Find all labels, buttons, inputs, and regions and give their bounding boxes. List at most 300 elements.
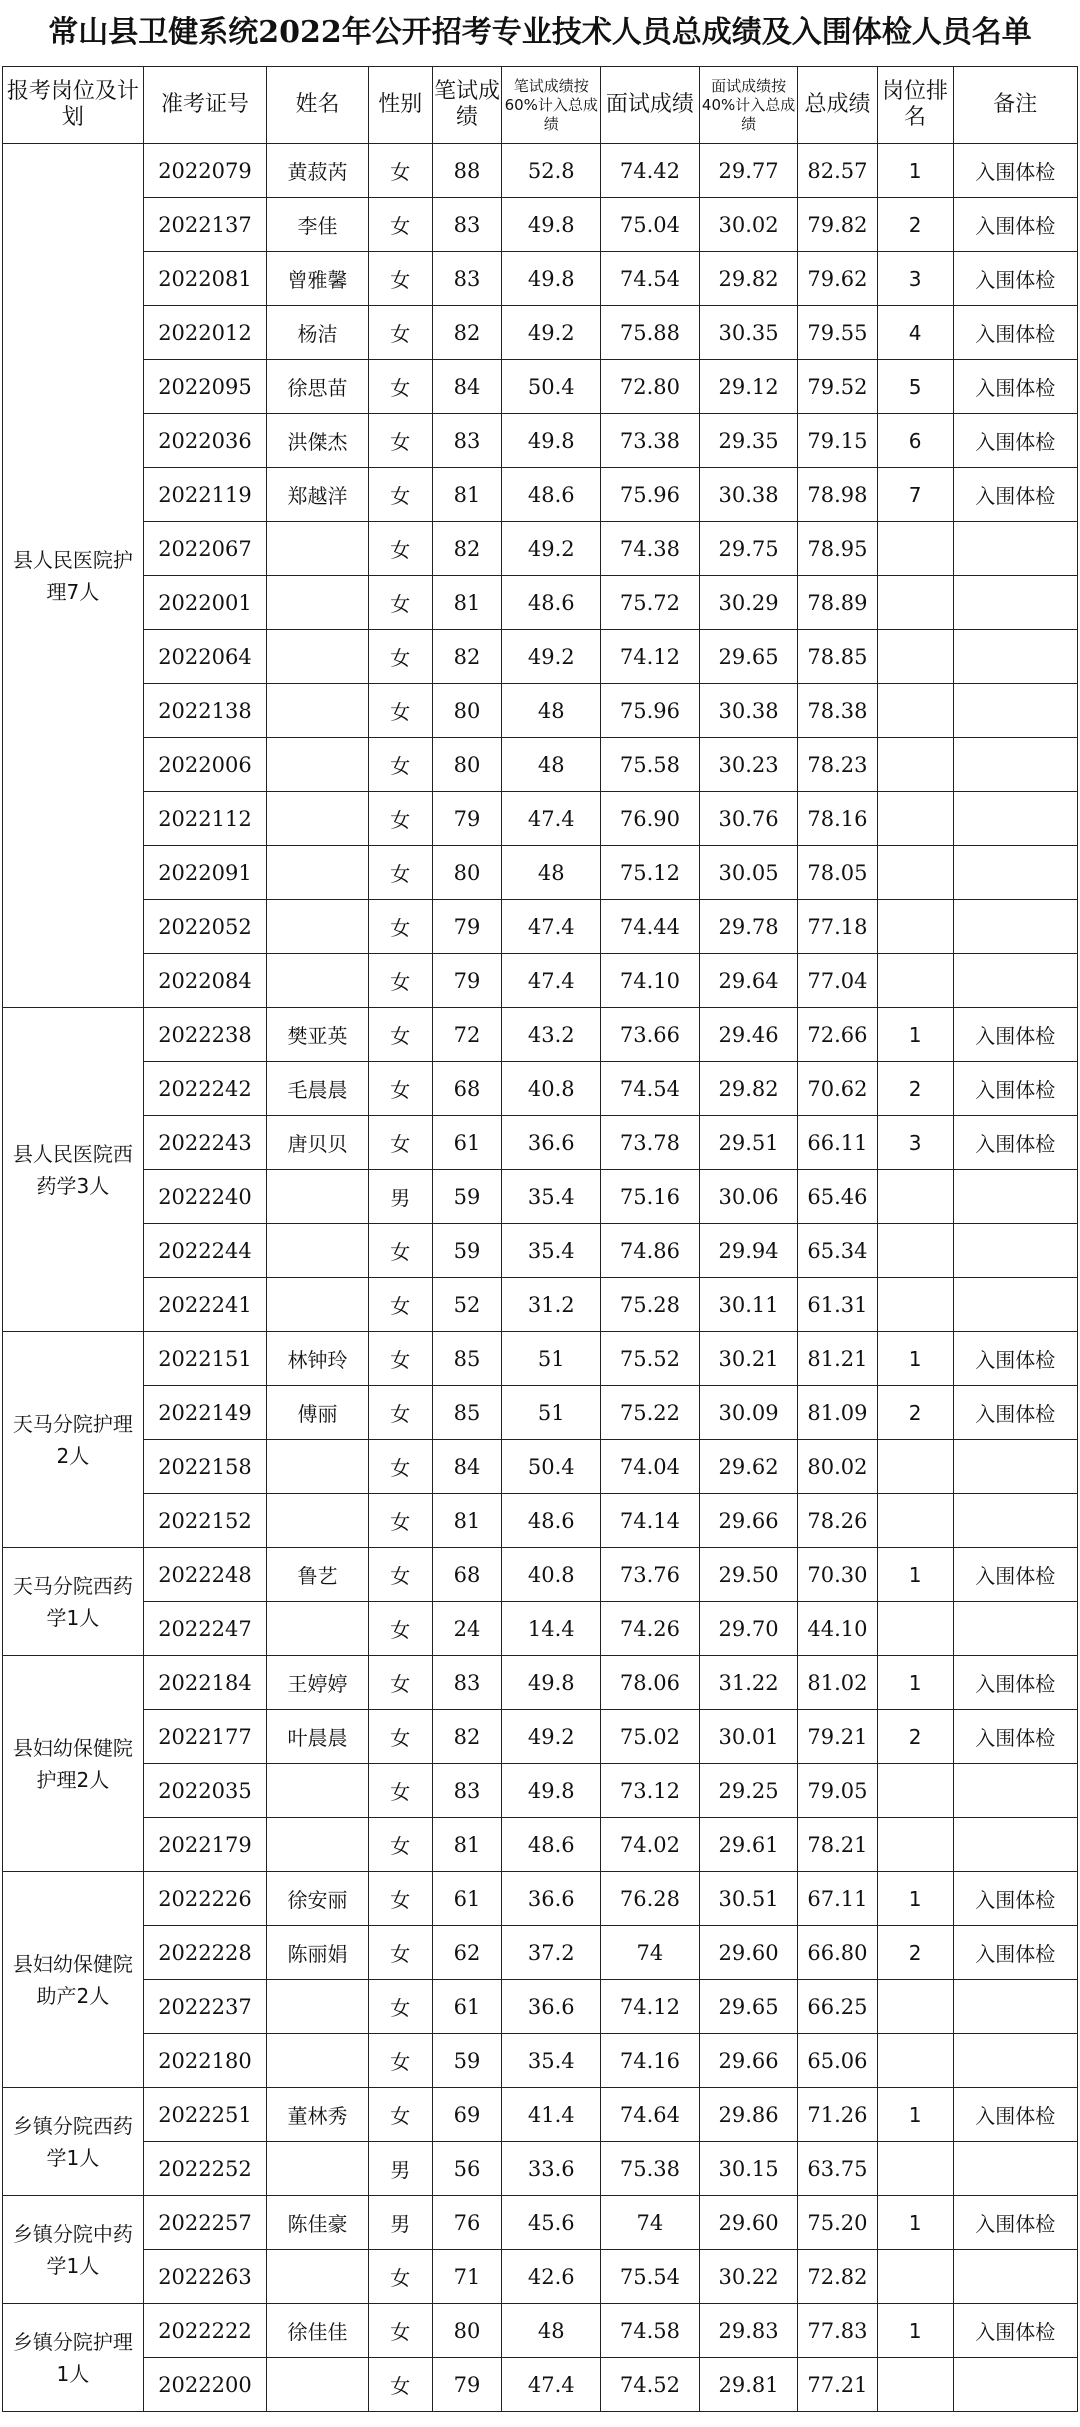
written-cell: 59	[432, 1170, 502, 1224]
interview-cell: 75.22	[601, 1386, 700, 1440]
exam-no-cell: 2022152	[143, 1494, 266, 1548]
total-cell: 78.89	[798, 576, 877, 630]
exam-no-cell: 2022001	[143, 576, 266, 630]
exam-no-cell: 2022052	[143, 900, 266, 954]
name-cell	[267, 738, 369, 792]
interview40-cell: 29.82	[699, 1062, 798, 1116]
interview-cell: 75.12	[601, 846, 700, 900]
interview40-cell: 30.35	[699, 306, 798, 360]
remark-cell	[953, 846, 1077, 900]
written60-cell: 48	[502, 738, 601, 792]
table-row	[3, 1872, 1078, 1926]
interview40-cell: 29.12	[699, 360, 798, 414]
total-cell: 77.18	[798, 900, 877, 954]
interview-cell: 74.52	[601, 2358, 700, 2412]
written60-cell: 51	[502, 1386, 601, 1440]
interview-cell: 75.38	[601, 2142, 700, 2196]
remark-cell	[953, 1818, 1077, 1872]
header-row	[3, 67, 1078, 144]
interview40-cell: 30.05	[699, 846, 798, 900]
name-cell	[267, 1980, 369, 2034]
name-cell: 杨洁	[267, 306, 369, 360]
rank-cell	[877, 2034, 953, 2088]
rank-cell	[877, 792, 953, 846]
written60-cell: 52.8	[502, 144, 601, 198]
exam-no-cell: 2022138	[143, 684, 266, 738]
name-cell	[267, 576, 369, 630]
exam-no-cell: 2022091	[143, 846, 266, 900]
exam-no-cell: 2022242	[143, 1062, 266, 1116]
gender-cell: 女	[368, 1764, 432, 1818]
interview-cell: 75.96	[601, 468, 700, 522]
written-cell: 81	[432, 1494, 502, 1548]
written-cell: 24	[432, 1602, 502, 1656]
interview40-cell: 29.64	[699, 954, 798, 1008]
exam-no-cell: 2022079	[143, 144, 266, 198]
written60-cell: 42.6	[502, 2250, 601, 2304]
written60-cell: 48.6	[502, 1494, 601, 1548]
exam-no-cell: 2022180	[143, 2034, 266, 2088]
written60-cell: 49.8	[502, 1764, 601, 1818]
written-cell: 82	[432, 630, 502, 684]
table-row	[3, 1170, 1078, 1224]
interview-cell: 73.12	[601, 1764, 700, 1818]
rank-cell: 1	[877, 2196, 953, 2250]
table-row	[3, 1764, 1078, 1818]
interview-cell: 74.12	[601, 630, 700, 684]
gender-cell: 女	[368, 414, 432, 468]
interview40-cell: 29.60	[699, 1926, 798, 1980]
gender-cell: 女	[368, 1818, 432, 1872]
total-cell: 78.26	[798, 1494, 877, 1548]
rank-cell	[877, 954, 953, 1008]
interview-cell: 74	[601, 2196, 700, 2250]
remark-cell	[953, 2358, 1077, 2412]
name-cell	[267, 954, 369, 1008]
written60-cell: 35.4	[502, 1170, 601, 1224]
gender-cell: 女	[368, 1386, 432, 1440]
interview40-cell: 29.78	[699, 900, 798, 954]
table-row	[3, 1440, 1078, 1494]
remark-cell: 入围体检	[953, 2304, 1077, 2358]
written-cell: 83	[432, 198, 502, 252]
rank-cell	[877, 576, 953, 630]
name-cell	[267, 684, 369, 738]
rank-cell	[877, 1494, 953, 1548]
interview40-cell: 29.50	[699, 1548, 798, 1602]
exam-no-cell: 2022006	[143, 738, 266, 792]
total-cell: 77.04	[798, 954, 877, 1008]
interview40-cell: 30.01	[699, 1710, 798, 1764]
remark-cell	[953, 1602, 1077, 1656]
interview40-cell: 31.22	[699, 1656, 798, 1710]
name-cell: 洪傑杰	[267, 414, 369, 468]
total-cell: 78.21	[798, 1818, 877, 1872]
exam-no-cell: 2022247	[143, 1602, 266, 1656]
written-cell: 85	[432, 1332, 502, 1386]
gender-cell: 女	[368, 1494, 432, 1548]
written-cell: 84	[432, 1440, 502, 1494]
interview-cell: 74.26	[601, 1602, 700, 1656]
name-cell	[267, 1818, 369, 1872]
name-cell: 陈丽娟	[267, 1926, 369, 1980]
exam-no-cell: 2022257	[143, 2196, 266, 2250]
written60-cell: 40.8	[502, 1548, 601, 1602]
position-cell: 天马分院护理2人	[3, 1332, 144, 1548]
name-cell: 郑越洋	[267, 468, 369, 522]
table-row	[3, 360, 1078, 414]
written-cell: 88	[432, 144, 502, 198]
gender-cell: 女	[368, 1278, 432, 1332]
remark-cell: 入围体检	[953, 1008, 1077, 1062]
table-row	[3, 2358, 1078, 2412]
remark-cell: 入围体检	[953, 1710, 1077, 1764]
header-position: 报考岗位及计划	[3, 67, 144, 144]
exam-no-cell: 2022252	[143, 2142, 266, 2196]
exam-no-cell: 2022237	[143, 1980, 266, 2034]
remark-cell	[953, 1278, 1077, 1332]
interview-cell: 74.64	[601, 2088, 700, 2142]
name-cell	[267, 900, 369, 954]
table-row	[3, 306, 1078, 360]
gender-cell: 女	[368, 2034, 432, 2088]
total-cell: 71.26	[798, 2088, 877, 2142]
written-cell: 79	[432, 792, 502, 846]
exam-no-cell: 2022149	[143, 1386, 266, 1440]
written60-cell: 45.6	[502, 2196, 601, 2250]
exam-no-cell: 2022158	[143, 1440, 266, 1494]
remark-cell	[953, 1440, 1077, 1494]
header-interview: 面试成绩	[601, 67, 700, 144]
interview40-cell: 30.38	[699, 468, 798, 522]
rank-cell: 2	[877, 1386, 953, 1440]
name-cell: 傅丽	[267, 1386, 369, 1440]
remark-cell	[953, 2250, 1077, 2304]
written60-cell: 49.8	[502, 1656, 601, 1710]
interview-cell: 75.02	[601, 1710, 700, 1764]
exam-no-cell: 2022244	[143, 1224, 266, 1278]
table-row	[3, 1656, 1078, 1710]
rank-cell: 1	[877, 1548, 953, 1602]
total-cell: 66.25	[798, 1980, 877, 2034]
interview40-cell: 30.21	[699, 1332, 798, 1386]
table-row	[3, 252, 1078, 306]
written60-cell: 48.6	[502, 468, 601, 522]
written60-cell: 49.2	[502, 522, 601, 576]
gender-cell: 女	[368, 2250, 432, 2304]
remark-cell: 入围体检	[953, 468, 1077, 522]
written60-cell: 35.4	[502, 2034, 601, 2088]
interview-cell: 74.86	[601, 1224, 700, 1278]
name-cell: 樊亚英	[267, 1008, 369, 1062]
gender-cell: 女	[368, 738, 432, 792]
rank-cell	[877, 2250, 953, 2304]
written60-cell: 49.2	[502, 306, 601, 360]
interview40-cell: 29.62	[699, 1440, 798, 1494]
table-row	[3, 846, 1078, 900]
total-cell: 65.46	[798, 1170, 877, 1224]
position-cell: 乡镇分院中药学1人	[3, 2196, 144, 2304]
name-cell: 徐佳佳	[267, 2304, 369, 2358]
total-cell: 78.85	[798, 630, 877, 684]
exam-no-cell: 2022226	[143, 1872, 266, 1926]
remark-cell: 入围体检	[953, 1872, 1077, 1926]
exam-no-cell: 2022238	[143, 1008, 266, 1062]
gender-cell: 女	[368, 576, 432, 630]
name-cell	[267, 1494, 369, 1548]
table-row	[3, 2088, 1078, 2142]
written-cell: 79	[432, 900, 502, 954]
written60-cell: 48.6	[502, 576, 601, 630]
table-row	[3, 1602, 1078, 1656]
total-cell: 78.38	[798, 684, 877, 738]
interview-cell: 75.96	[601, 684, 700, 738]
written60-cell: 36.6	[502, 1116, 601, 1170]
rank-cell: 7	[877, 468, 953, 522]
interview40-cell: 29.61	[699, 1818, 798, 1872]
gender-cell: 女	[368, 1008, 432, 1062]
remark-cell	[953, 1494, 1077, 1548]
total-cell: 66.80	[798, 1926, 877, 1980]
written-cell: 85	[432, 1386, 502, 1440]
name-cell	[267, 1224, 369, 1278]
remark-cell	[953, 1764, 1077, 1818]
total-cell: 67.11	[798, 1872, 877, 1926]
written60-cell: 47.4	[502, 792, 601, 846]
written-cell: 76	[432, 2196, 502, 2250]
interview40-cell: 29.94	[699, 1224, 798, 1278]
total-cell: 72.66	[798, 1008, 877, 1062]
rank-cell: 1	[877, 1332, 953, 1386]
exam-no-cell: 2022228	[143, 1926, 266, 1980]
position-cell: 乡镇分院护理1人	[3, 2304, 144, 2412]
gender-cell: 男	[368, 2142, 432, 2196]
gender-cell: 女	[368, 1656, 432, 1710]
total-cell: 80.02	[798, 1440, 877, 1494]
remark-cell	[953, 522, 1077, 576]
written60-cell: 50.4	[502, 1440, 601, 1494]
total-cell: 79.62	[798, 252, 877, 306]
interview40-cell: 29.66	[699, 1494, 798, 1548]
total-cell: 66.11	[798, 1116, 877, 1170]
interview40-cell: 30.09	[699, 1386, 798, 1440]
interview-cell: 75.52	[601, 1332, 700, 1386]
rank-cell: 2	[877, 1710, 953, 1764]
written-cell: 56	[432, 2142, 502, 2196]
interview-cell: 72.80	[601, 360, 700, 414]
written60-cell: 49.2	[502, 1710, 601, 1764]
written-cell: 61	[432, 1116, 502, 1170]
position-cell: 天马分院西药学1人	[3, 1548, 144, 1656]
total-cell: 70.62	[798, 1062, 877, 1116]
table-row	[3, 954, 1078, 1008]
table-row	[3, 1386, 1078, 1440]
written-cell: 83	[432, 414, 502, 468]
remark-cell: 入围体检	[953, 2088, 1077, 2142]
rank-cell	[877, 2142, 953, 2196]
written60-cell: 50.4	[502, 360, 601, 414]
name-cell	[267, 1278, 369, 1332]
interview-cell: 75.54	[601, 2250, 700, 2304]
name-cell: 林钟玲	[267, 1332, 369, 1386]
exam-no-cell: 2022112	[143, 792, 266, 846]
written60-cell: 36.6	[502, 1872, 601, 1926]
table-row	[3, 1062, 1078, 1116]
remark-cell	[953, 738, 1077, 792]
written-cell: 52	[432, 1278, 502, 1332]
exam-no-cell: 2022222	[143, 2304, 266, 2358]
interview-cell: 74.54	[601, 252, 700, 306]
interview-cell: 74.14	[601, 1494, 700, 1548]
interview-cell: 75.58	[601, 738, 700, 792]
gender-cell: 女	[368, 630, 432, 684]
table-row	[3, 1710, 1078, 1764]
remark-cell	[953, 900, 1077, 954]
interview40-cell: 29.81	[699, 2358, 798, 2412]
interview40-cell: 29.60	[699, 2196, 798, 2250]
interview40-cell: 29.86	[699, 2088, 798, 2142]
gender-cell: 女	[368, 2304, 432, 2358]
total-cell: 78.95	[798, 522, 877, 576]
interview-cell: 74.04	[601, 1440, 700, 1494]
remark-cell: 入围体检	[953, 198, 1077, 252]
table-row	[3, 2304, 1078, 2358]
written-cell: 84	[432, 360, 502, 414]
written-cell: 69	[432, 2088, 502, 2142]
remark-cell	[953, 2142, 1077, 2196]
written-cell: 81	[432, 468, 502, 522]
header-interview40: 面试成绩按40%计入总成绩	[699, 67, 798, 144]
interview40-cell: 30.22	[699, 2250, 798, 2304]
remark-cell	[953, 630, 1077, 684]
remark-cell	[953, 1980, 1077, 2034]
written60-cell: 47.4	[502, 954, 601, 1008]
gender-cell: 女	[368, 2088, 432, 2142]
exam-no-cell: 2022067	[143, 522, 266, 576]
remark-cell: 入围体检	[953, 252, 1077, 306]
total-cell: 81.21	[798, 1332, 877, 1386]
interview-cell: 78.06	[601, 1656, 700, 1710]
interview-cell: 74.16	[601, 2034, 700, 2088]
interview-cell: 75.04	[601, 198, 700, 252]
table-row	[3, 2196, 1078, 2250]
gender-cell: 男	[368, 1170, 432, 1224]
written60-cell: 35.4	[502, 1224, 601, 1278]
written-cell: 62	[432, 1926, 502, 1980]
interview40-cell: 30.06	[699, 1170, 798, 1224]
results-table	[2, 66, 1078, 2412]
rank-cell: 1	[877, 1008, 953, 1062]
name-cell: 董林秀	[267, 2088, 369, 2142]
written60-cell: 47.4	[502, 900, 601, 954]
name-cell	[267, 1440, 369, 1494]
header-written: 笔试成绩	[432, 67, 502, 144]
interview40-cell: 29.83	[699, 2304, 798, 2358]
exam-no-cell: 2022095	[143, 360, 266, 414]
rank-cell	[877, 684, 953, 738]
total-cell: 78.05	[798, 846, 877, 900]
header-total: 总成绩	[798, 67, 877, 144]
interview40-cell: 29.65	[699, 1980, 798, 2034]
name-cell: 徐安丽	[267, 1872, 369, 1926]
rank-cell: 1	[877, 1872, 953, 1926]
table-row	[3, 792, 1078, 846]
interview-cell: 75.16	[601, 1170, 700, 1224]
interview40-cell: 29.65	[699, 630, 798, 684]
rank-cell	[877, 1764, 953, 1818]
position-cell: 县人民医院西药学3人	[3, 1008, 144, 1332]
gender-cell: 女	[368, 198, 432, 252]
interview-cell: 74	[601, 1926, 700, 1980]
exam-no-cell: 2022263	[143, 2250, 266, 2304]
total-cell: 75.20	[798, 2196, 877, 2250]
name-cell: 毛晨晨	[267, 1062, 369, 1116]
written-cell: 59	[432, 2034, 502, 2088]
position-cell: 乡镇分院西药学1人	[3, 2088, 144, 2196]
interview-cell: 73.76	[601, 1548, 700, 1602]
remark-cell: 入围体检	[953, 1332, 1077, 1386]
header-written60: 笔试成绩按60%计入总成绩	[502, 67, 601, 144]
name-cell	[267, 630, 369, 684]
name-cell	[267, 2142, 369, 2196]
gender-cell: 女	[368, 1872, 432, 1926]
written60-cell: 41.4	[502, 2088, 601, 2142]
total-cell: 44.10	[798, 1602, 877, 1656]
interview-cell: 75.88	[601, 306, 700, 360]
name-cell	[267, 2034, 369, 2088]
gender-cell: 女	[368, 900, 432, 954]
interview40-cell: 30.02	[699, 198, 798, 252]
total-cell: 65.06	[798, 2034, 877, 2088]
exam-no-cell: 2022241	[143, 1278, 266, 1332]
header-remark: 备注	[953, 67, 1077, 144]
gender-cell: 女	[368, 954, 432, 1008]
total-cell: 72.82	[798, 2250, 877, 2304]
written-cell: 83	[432, 1764, 502, 1818]
table-row	[3, 468, 1078, 522]
remark-cell	[953, 954, 1077, 1008]
name-cell	[267, 792, 369, 846]
name-cell	[267, 522, 369, 576]
written60-cell: 49.8	[502, 252, 601, 306]
rank-cell: 1	[877, 144, 953, 198]
written60-cell: 48	[502, 846, 601, 900]
interview-cell: 74.44	[601, 900, 700, 954]
table-row	[3, 1278, 1078, 1332]
gender-cell: 女	[368, 1980, 432, 2034]
table-row	[3, 1116, 1078, 1170]
exam-no-cell: 2022251	[143, 2088, 266, 2142]
remark-cell	[953, 2034, 1077, 2088]
gender-cell: 女	[368, 1548, 432, 1602]
gender-cell: 女	[368, 1602, 432, 1656]
exam-no-cell: 2022084	[143, 954, 266, 1008]
interview40-cell: 30.38	[699, 684, 798, 738]
interview-cell: 74.38	[601, 522, 700, 576]
name-cell: 王婷婷	[267, 1656, 369, 1710]
gender-cell: 女	[368, 2358, 432, 2412]
written60-cell: 48.6	[502, 1818, 601, 1872]
rank-cell: 3	[877, 252, 953, 306]
gender-cell: 女	[368, 1710, 432, 1764]
gender-cell: 女	[368, 1440, 432, 1494]
interview-cell: 73.66	[601, 1008, 700, 1062]
table-row	[3, 576, 1078, 630]
total-cell: 63.75	[798, 2142, 877, 2196]
total-cell: 79.52	[798, 360, 877, 414]
table-row	[3, 738, 1078, 792]
rank-cell: 1	[877, 2304, 953, 2358]
